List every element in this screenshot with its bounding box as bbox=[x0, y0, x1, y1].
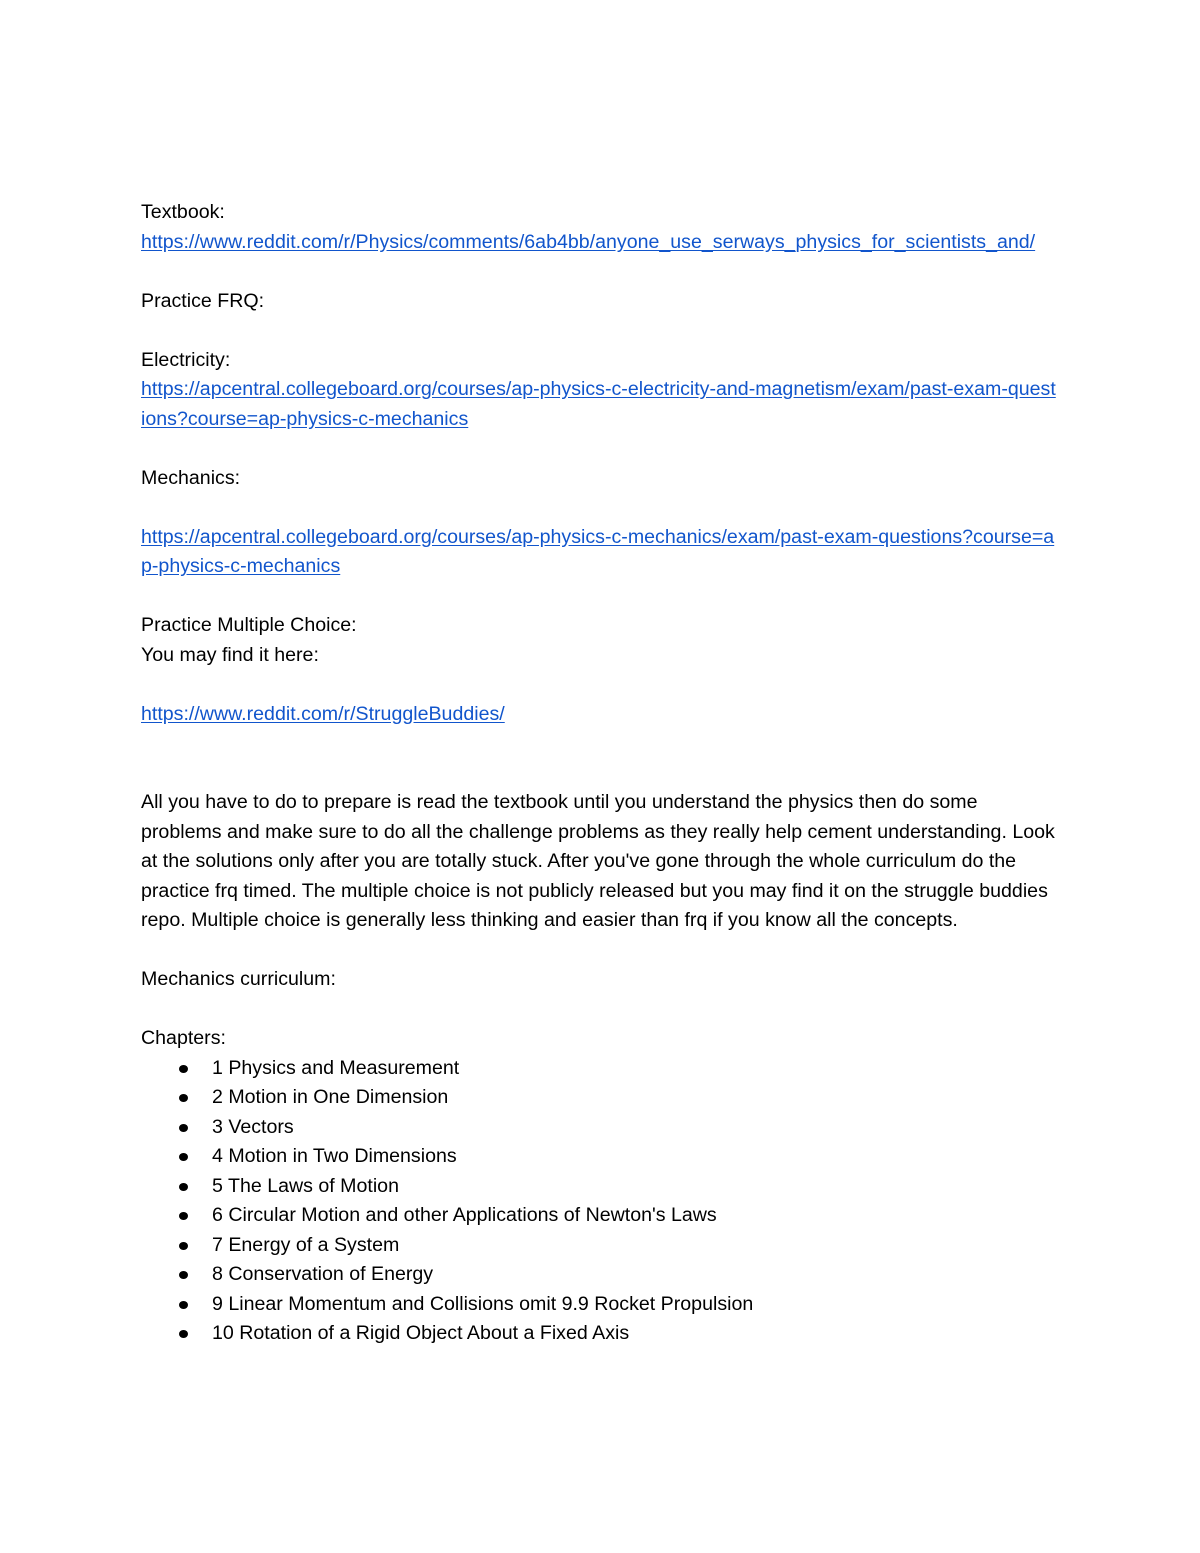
spacer bbox=[141, 257, 1059, 287]
list-item bbox=[141, 1290, 1059, 1320]
chapter-title: 2 Motion in One Dimension bbox=[212, 1086, 449, 1108]
chapter-title: 3 Vectors bbox=[212, 1115, 294, 1138]
spacer bbox=[141, 582, 1059, 612]
spacer bbox=[141, 729, 1059, 759]
textbook-label: Textbook: bbox=[141, 201, 225, 223]
chapters-label: Chapters: bbox=[141, 1027, 226, 1049]
list-item bbox=[141, 1260, 1059, 1290]
mechanics-label: Mechanics: bbox=[141, 466, 241, 489]
advice-paragraph: All you have to do to prepare is read the textbook until you understand the physics then do some problems and make sure to do all the challenge problems as they really help cement understanding. Look at the solutions only after you are totally stuck. After you've gone through the whole curriculum do the practice frq timed. The multiple choice is not publicly released but you may find it on the struggle buddies repo. Multiple choice is generally less thinking and easier than frq if you know all the concepts. bbox=[141, 791, 1055, 931]
electricity-label: Electricity: bbox=[141, 348, 231, 371]
list-item bbox=[141, 1054, 1059, 1084]
chapter-title: 7 Energy of a System bbox=[212, 1233, 400, 1256]
chapter-title: 4 Motion in Two Dimensions bbox=[212, 1145, 457, 1167]
list-item bbox=[141, 1113, 1059, 1143]
struggle-buddies-link[interactable]: https://www.reddit.com/r/StruggleBuddies/ bbox=[141, 702, 505, 725]
spacer bbox=[141, 316, 1059, 346]
bullet-icon bbox=[179, 1094, 188, 1102]
curriculum-label: Mechanics curriculum: bbox=[141, 968, 336, 990]
practice-frq-label: Practice FRQ: bbox=[141, 289, 265, 312]
chapter-title: 5 The Laws of Motion bbox=[212, 1174, 399, 1197]
bullet-icon bbox=[179, 1065, 188, 1073]
bullet-icon bbox=[179, 1242, 188, 1250]
spacer bbox=[141, 759, 1059, 789]
bullet-icon bbox=[179, 1124, 188, 1132]
spacer bbox=[141, 936, 1059, 966]
practice-mc-label: Practice Multiple Choice: bbox=[141, 614, 357, 636]
bullet-icon bbox=[179, 1183, 188, 1191]
list-item bbox=[141, 1319, 1059, 1349]
spacer bbox=[141, 434, 1059, 464]
chapter-title: 1 Physics and Measurement bbox=[212, 1056, 460, 1079]
practice-mc-note: You may find it here: bbox=[141, 643, 319, 666]
list-item bbox=[141, 1231, 1059, 1261]
bullet-icon bbox=[179, 1153, 188, 1161]
chapter-title: 9 Linear Momentum and Collisions omit 9.9 Rocket Propulsion bbox=[212, 1292, 754, 1315]
list-item bbox=[141, 1201, 1059, 1231]
chapters-list bbox=[141, 1054, 1059, 1349]
chapter-title: 10 Rotation of a Rigid Object About a Fixed Axis bbox=[212, 1322, 630, 1344]
electricity-link[interactable]: https://apcentral.collegeboard.org/courses/ap-physics-c-electricity-and-magnetism/exam/past-exam-questions?course=ap-physics-c-mechanics bbox=[141, 378, 1056, 430]
spacer bbox=[141, 995, 1059, 1025]
spacer bbox=[141, 670, 1059, 700]
list-item bbox=[141, 1142, 1059, 1172]
chapter-title: 8 Conservation of Energy bbox=[212, 1263, 434, 1285]
bullet-icon bbox=[179, 1301, 188, 1309]
bullet-icon bbox=[179, 1212, 188, 1220]
textbook-link[interactable]: https://www.reddit.com/r/Physics/comments/6ab4bb/anyone_use_serways_physics_for_scientists_and/ bbox=[141, 230, 1036, 253]
mechanics-link[interactable]: https://apcentral.collegeboard.org/courses/ap-physics-c-mechanics/exam/past-exam-questions?course=ap-physics-c-mechanics bbox=[141, 525, 1055, 577]
bullet-icon bbox=[179, 1271, 188, 1279]
spacer bbox=[141, 493, 1059, 523]
chapter-title: 6 Circular Motion and other Applications of Newton's Laws bbox=[212, 1204, 717, 1226]
list-item bbox=[141, 1083, 1059, 1113]
list-item bbox=[141, 1172, 1059, 1202]
document-page bbox=[141, 198, 1059, 1349]
bullet-icon bbox=[179, 1330, 188, 1338]
